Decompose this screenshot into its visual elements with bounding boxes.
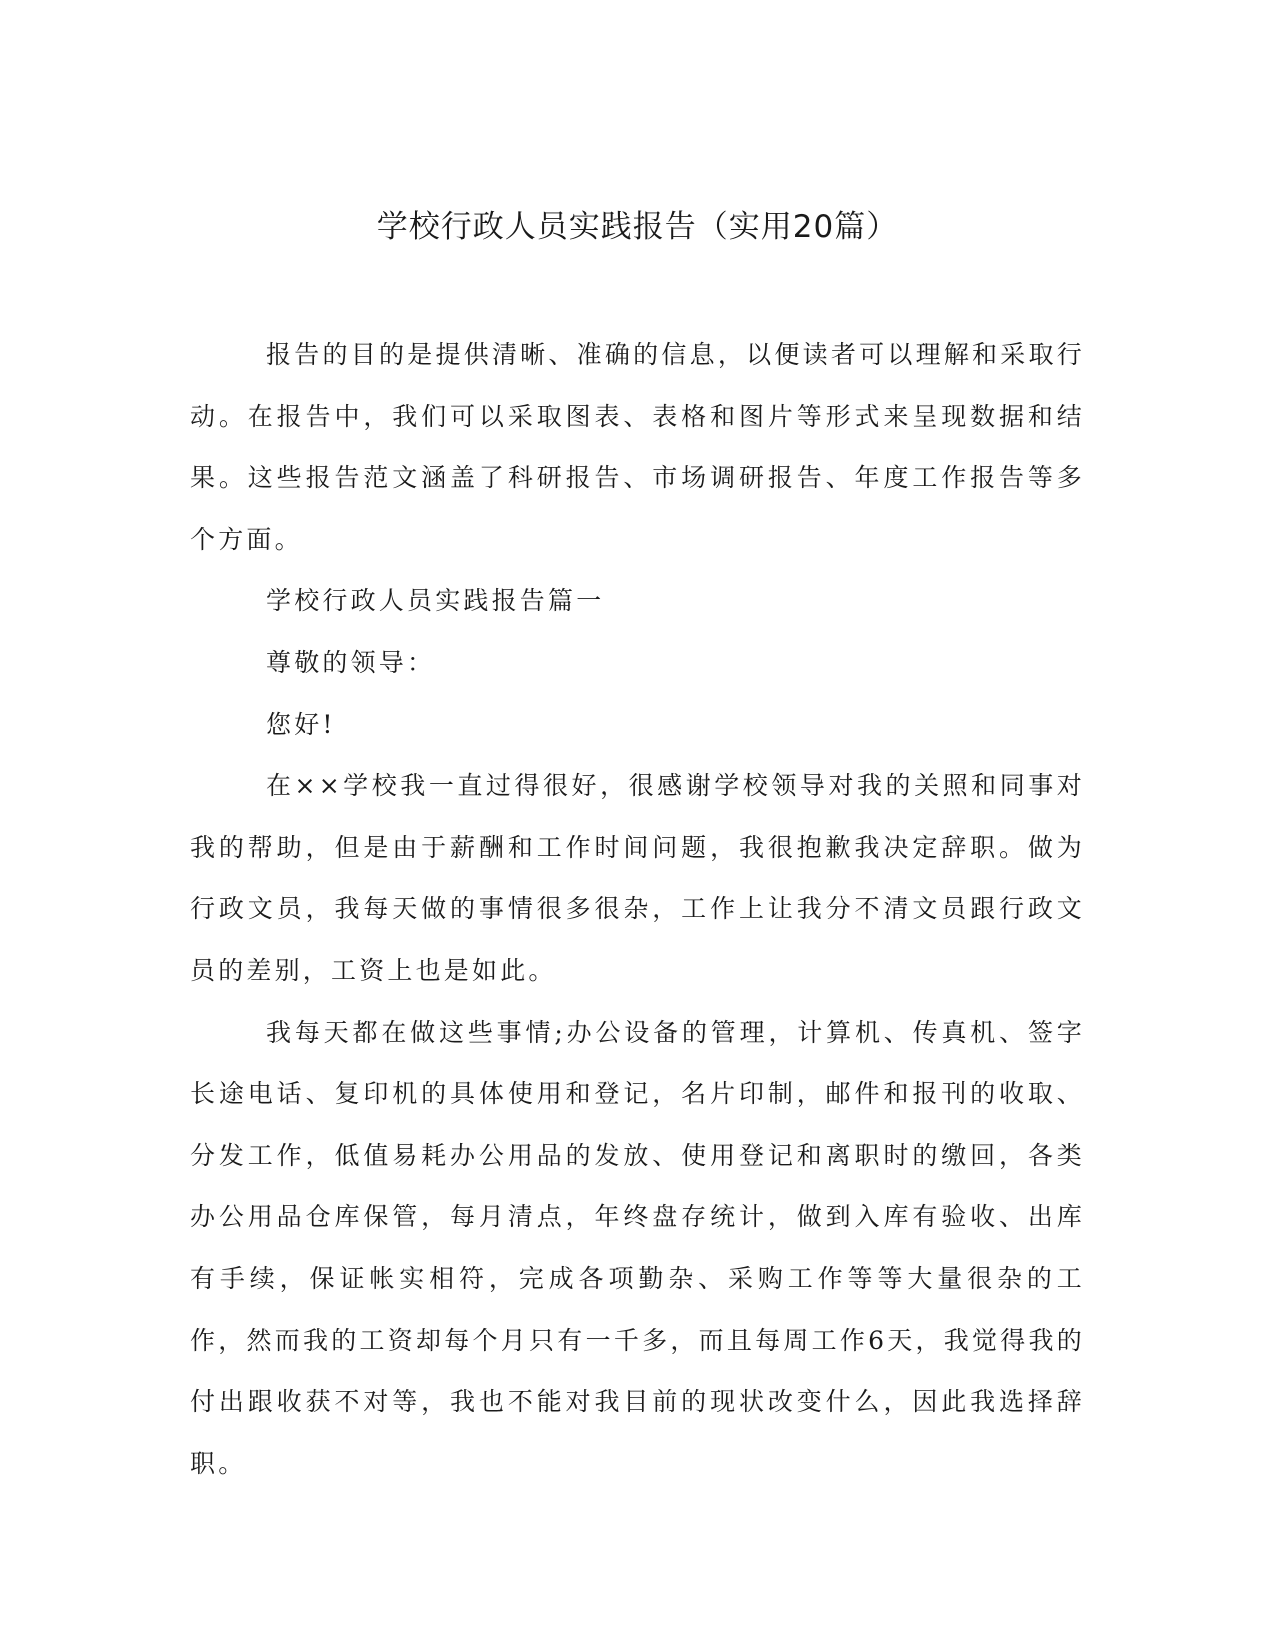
salutation: 尊敬的领导：: [266, 647, 436, 677]
body-paragraph: 我每天都在做这些事情;办公设备的管理，计算机、传真机、签字长途电话、复印机的具体使用和登记，名片印制，邮件和报刊的收取、分发工作，低值易耗办公用品的发放、使用登记和离职时的缴回，各类办公用品仓库保管，每月清点，年终盘存统计，做到入库有验收、出库有手续，保证帐实相符，完成各项勤杂、采购工作等等大量很杂的工作，然而我的工资却每个月只有一千多，而且每周工作6天，我觉得我的付出跟收获不对等，我也不能对我目前的现状改变什么，因此我选择辞职。: [190, 1017, 1085, 1478]
body-paragraph: 在××学校我一直过得很好，很感谢学校领导对我的关照和同事对我的帮助，但是由于薪酬和工作时间问题，我很抱歉我决定辞职。做为行政文员，我每天做的事情很多很杂，工作上让我分不清文员跟行政文员的差别，工资上也是如此。: [190, 771, 1085, 985]
document-body: [190, 324, 1085, 1494]
intro-paragraph: 报告的目的是提供清晰、准确的信息，以便读者可以理解和采取行动。在报告中，我们可以采取图表、表格和图片等形式来呈现数据和结果。这些报告范文涵盖了科研报告、市场调研报告、年度工作报告等多个方面。: [190, 340, 1085, 554]
section-heading: 学校行政人员实践报告篇一: [266, 586, 605, 616]
page-title: 学校行政人员实践报告（实用20篇）: [376, 209, 899, 245]
greeting: 您好!: [266, 709, 336, 739]
